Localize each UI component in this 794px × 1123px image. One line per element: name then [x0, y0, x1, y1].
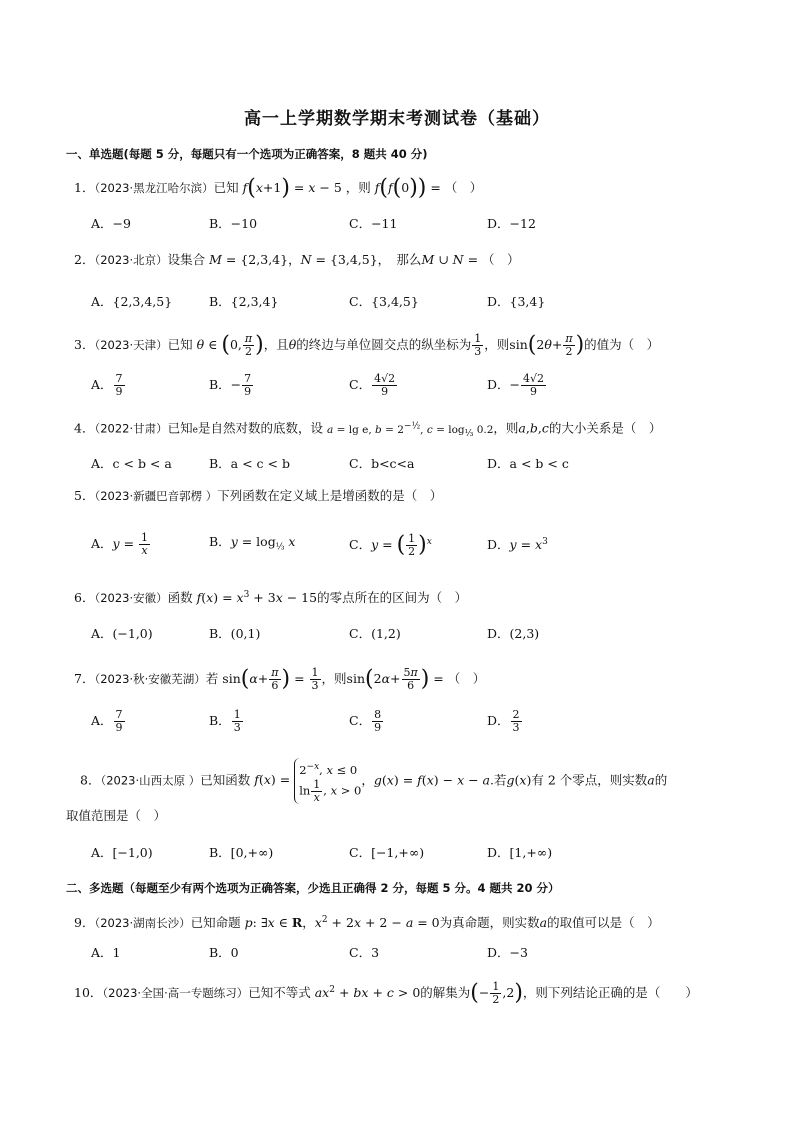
option-d[interactable]: D．−3: [487, 945, 528, 960]
q10-interval: (− $\frac{1}{2}$ ,2): [470, 980, 523, 1007]
q8-continuation: 取值范围是（ ）: [66, 808, 167, 823]
option-d[interactable]: D．a < b < c: [487, 456, 569, 471]
option-d[interactable]: D．− $\frac{4√2}{9}$: [487, 372, 545, 398]
option-c[interactable]: C．b<c<a: [349, 456, 415, 471]
q2-set-m: M = {2,3,4}: [209, 252, 289, 267]
option-b[interactable]: B．a < c < b: [209, 456, 290, 471]
section-multiple-choice: 二、多选题（每题至少有两个选项为正确答案，少选且正确得 2 分，每题 5 分。4 题共 20 分）: [66, 881, 560, 895]
question-1: 1．（2023·黑龙江哈尔滨）已知 f(x+1) = x − 5 ，则 f(f(0)) = （ ）: [74, 175, 483, 201]
option-b[interactable]: B．$y = \log_{\frac{1}{3}} x$: [209, 534, 296, 553]
option-c[interactable]: C．{3,4,5}: [349, 294, 419, 309]
q8-piecewise: f(x) = $2^{-x}$, x ≤ 0 ln $\frac{1}{x}$ , x > 0: [254, 772, 361, 787]
option-a[interactable]: A． $\frac{7}{9}$: [91, 708, 123, 734]
option-c[interactable]: C． $\frac{4√2}{9}$: [349, 372, 396, 398]
question-4: 4．（2022·甘肃）已知e是自然对数的底数，设 a = lg e, b = 2−½, c = log⅓ 0.2，则a,b,c的大小关系是（ ）: [74, 420, 662, 439]
option-b[interactable]: B．[0,+∞): [209, 845, 274, 860]
option-a[interactable]: A． $\frac{7}{9}$: [91, 372, 123, 398]
option-b[interactable]: B． $\frac{1}{3}$: [209, 708, 241, 734]
q6-function: $f(x) = x^3 + 3x - 15$: [196, 590, 318, 606]
section-single-choice: 一、单选题(每题 5 分，每题只有一个选项为正确答案，8 题共 40 分): [66, 147, 428, 161]
option-a[interactable]: A．{2,3,4,5}: [91, 294, 173, 309]
option-d[interactable]: D．(2,3): [487, 626, 540, 641]
q4-vars: a,b,c: [518, 420, 549, 436]
question-10: 10．（2023·全国·高一专题练习）已知不等式 $ax^2$ + bx + c > 0的解集为(− $\frac{1}{2}$ ,2)，则下列结论正确的是（ ）: [74, 980, 698, 1007]
q3-fraction: $\frac{1}{3}$: [474, 332, 482, 358]
option-c[interactable]: C．−11: [349, 216, 398, 231]
q2-union: M ∪ N =: [421, 252, 483, 267]
q10-inequality: $ax^2$ + bx + c > 0: [314, 985, 421, 1001]
option-b[interactable]: B．−10: [209, 216, 258, 231]
page-title: 高一上学期数学期末考测试卷（基础）: [244, 109, 550, 129]
option-b[interactable]: B．− $\frac{7}{9}$: [209, 372, 252, 398]
question-8: 8．（2023·山西太原 ）已知函数 f(x) = $2^{-x}$, x ≤ 0 ln $\frac{1}{x}$ , x > 0 ，g(x) = f(x) − x − a.若g(x)有 2 个零点，则实数a的: [80, 758, 667, 804]
option-b[interactable]: B．(0,1): [209, 626, 261, 641]
option-a[interactable]: A．(−1,0): [91, 626, 153, 641]
question-7: 7．（2023·秋·安徽芜湖）若 sin(α+ $\frac{\pi}{6}$ ) = $\frac{1}{3}$ ，则sin(2α+ $\frac{5\pi}{6}$ ) = （ ）: [74, 666, 486, 692]
option-c[interactable]: C．3: [349, 945, 380, 960]
question-5: 5．（2023·新疆巴音郭楞 ）下列函数在定义域上是增函数的是（ ）: [74, 488, 443, 503]
q3-theta-range: θ ∈ (0, $\frac{\pi}{2}$ ): [196, 332, 264, 358]
option-b[interactable]: B．0: [209, 945, 239, 960]
option-c[interactable]: C．y = ( $\frac{1}{2}$ )$^x$: [349, 532, 432, 559]
option-c[interactable]: C． $\frac{8}{9}$: [349, 708, 382, 734]
question-2: 2．（2023·北京）设集合 M = {2,3,4}，N = {3,4,5}， 那么M ∪ N = （ ）: [74, 252, 520, 267]
question-6: 6．（2023·安徽）函数 $f(x) = x^3 + 3x - 15$的零点所在的区间为（ ）: [74, 590, 468, 606]
option-d[interactable]: D．−12: [487, 216, 536, 231]
question-3: 3．（2023·天津）已知 θ ∈ (0, $\frac{\pi}{2}$ )，且θ的终边与单位圆交点的纵坐标为 $\frac{1}{3}$ ，则sin(2θ+ $\frac{\pi}{2}$ )的值为（ ）: [74, 332, 660, 358]
q4-definitions: a = lg e, b = 2−½, c = log⅓ 0.2: [326, 421, 494, 439]
q9-proposition: p: ∃x ∈ R: [244, 915, 303, 931]
q7-expression: sin(2α+ $\frac{5\pi}{6}$ ) =: [346, 666, 448, 692]
q9-equation: $x^2 + 2x + 2 - a = 0$: [314, 915, 440, 931]
q2-set-n: N = {3,4,5}: [300, 252, 378, 267]
option-d[interactable]: D．$y = x^3$: [487, 537, 548, 553]
option-d[interactable]: D．{3,4}: [487, 294, 546, 309]
option-a[interactable]: A．y = $\frac{1}{x}$: [91, 531, 149, 557]
option-c[interactable]: C．(1,2): [349, 626, 401, 641]
q3-expression: sin(2θ+ $\frac{\pi}{2}$ ): [509, 332, 585, 358]
option-a[interactable]: A．[−1,0): [91, 845, 153, 860]
q7-given: sin(α+ $\frac{\pi}{6}$ ) = $\frac{1}{3}$: [222, 666, 319, 692]
question-9: 9．（2023·湖南长沙）已知命题 p: ∃x ∈ R，$x^2 + 2x + 2 - a = 0$为真命题，则实数a的取值可以是（ ）: [74, 915, 660, 931]
q1-formula: f(x+1) = x − 5 ，则 f(f(0)) =: [242, 175, 445, 201]
option-c[interactable]: C．[−1,+∞): [349, 845, 425, 860]
option-b[interactable]: B．{2,3,4}: [209, 294, 279, 309]
option-a[interactable]: A．1: [91, 945, 121, 960]
option-d[interactable]: D． $\frac{2}{3}$: [487, 708, 520, 734]
option-a[interactable]: A．−9: [91, 216, 131, 231]
q8-g: g(x) = f(x) − x − a: [373, 772, 490, 788]
option-d[interactable]: D．[1,+∞): [487, 845, 553, 860]
option-a[interactable]: A．c < b < a: [91, 456, 172, 471]
